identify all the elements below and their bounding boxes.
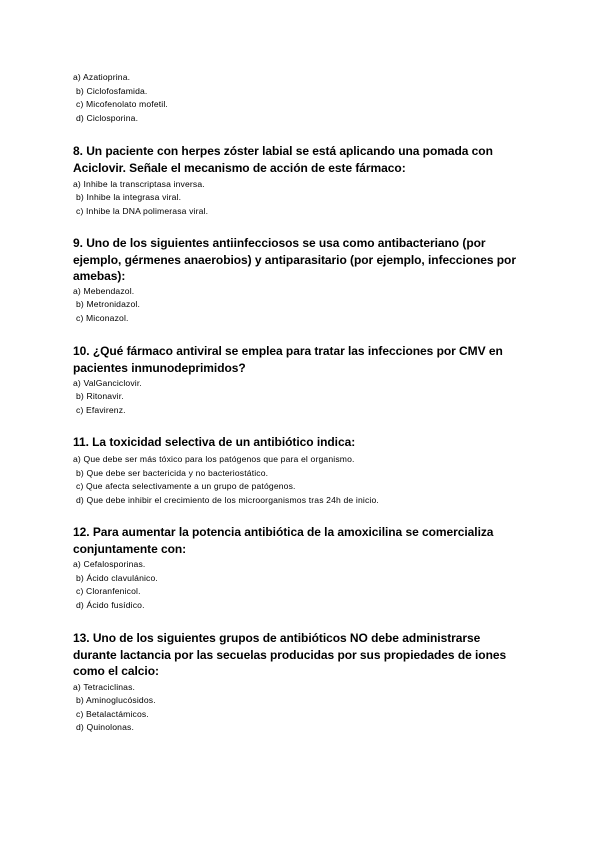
- prev-option-b: b) Ciclofosfamida.: [76, 86, 148, 96]
- question-12-line-2: conjuntamente con:: [73, 541, 187, 556]
- question-10: [73, 343, 533, 376]
- question-13-option-c: c) Betalactámicos.: [76, 709, 149, 719]
- question-11-option-d: d) Que debe inhibir el crecimiento de los microorganismos tras 24h de inicio.: [76, 495, 379, 505]
- question-12-line-1: 12. Para aumentar la potencia antibiótica de la amoxicilina se comercializa: [73, 525, 494, 539]
- question-8-line-1: 8. Un paciente con herpes zóster labial se está aplicando una pomada con: [73, 144, 493, 158]
- question-9-line-3: amebas):: [73, 269, 126, 283]
- question-13-line-1: 13. Uno de los siguientes grupos de antibióticos NO debe administrarse: [73, 631, 481, 645]
- question-11-option-a: a) Que debe ser más tóxico para los patógenos que para el organismo.: [73, 454, 355, 464]
- question-13-line-2: durante lactancia por las secuelas producidas por sus propiedades de iones: [73, 647, 507, 662]
- question-9-option-c: c) Miconazol.: [76, 313, 129, 323]
- prev-option-d: d) Ciclosporina.: [76, 113, 139, 123]
- question-12-option-a: a) Cefalosporinas.: [73, 559, 146, 569]
- question-10-option-c: c) Efavirenz.: [76, 405, 126, 415]
- question-13-option-d: d) Quinolonas.: [76, 722, 134, 732]
- question-9-line-1: 9. Uno de los siguientes antiinfecciosos se usa como antibacteriano (por: [73, 236, 486, 250]
- question-10-option-b: b) Ritonavir.: [76, 391, 124, 401]
- question-13: [73, 630, 533, 680]
- question-8-option-c: c) Inhibe la DNA polimerasa viral.: [76, 206, 209, 216]
- question-13-line-3: como el calcio:: [73, 664, 159, 678]
- question-8-option-b: b) Inhibe la integrasa viral.: [76, 192, 182, 202]
- question-13-option-b: b) Aminoglucósidos.: [76, 695, 156, 705]
- question-10-line-2: pacientes inmunodeprimidos?: [73, 360, 246, 375]
- prev-option-a: a) Azatioprina.: [73, 72, 131, 82]
- question-9-option-b: b) Metronidazol.: [76, 299, 141, 309]
- question-8-line-2: Aciclovir. Señale el mecanismo de acción de este fármaco:: [73, 160, 406, 175]
- prev-option-c: c) Micofenolato mofetil.: [76, 99, 168, 109]
- question-9-line-2: ejemplo, gérmenes anaerobios) y antiparasitario (por ejemplo, infecciones por: [73, 252, 516, 267]
- question-12: [73, 524, 533, 557]
- question-10-option-a: a) ValGanciclovir.: [73, 378, 142, 388]
- question-8: [73, 143, 533, 176]
- question-12-option-b: b) Ácido clavulánico.: [76, 573, 158, 583]
- question-11: [73, 434, 533, 451]
- question-9: [73, 235, 533, 285]
- question-11-option-c: c) Que afecta selectivamente a un grupo de patógenos.: [76, 481, 296, 491]
- question-10-line-1: 10. ¿Qué fármaco antiviral se emplea para tratar las infecciones por CMV en: [73, 344, 503, 358]
- question-11-line-1: 11. La toxicidad selectiva de un antibiótico indica:: [73, 435, 356, 449]
- question-9-option-a: a) Mebendazol.: [73, 286, 135, 296]
- question-11-option-b: b) Que debe ser bactericida y no bacteriostático.: [76, 468, 269, 478]
- question-13-option-a: a) Tetraciclinas.: [73, 682, 136, 692]
- question-12-option-c: c) Cloranfenicol.: [76, 586, 141, 596]
- question-8-option-a: a) Inhibe la transcriptasa inversa.: [73, 179, 205, 189]
- question-12-option-d: d) Ácido fusídico.: [76, 600, 145, 610]
